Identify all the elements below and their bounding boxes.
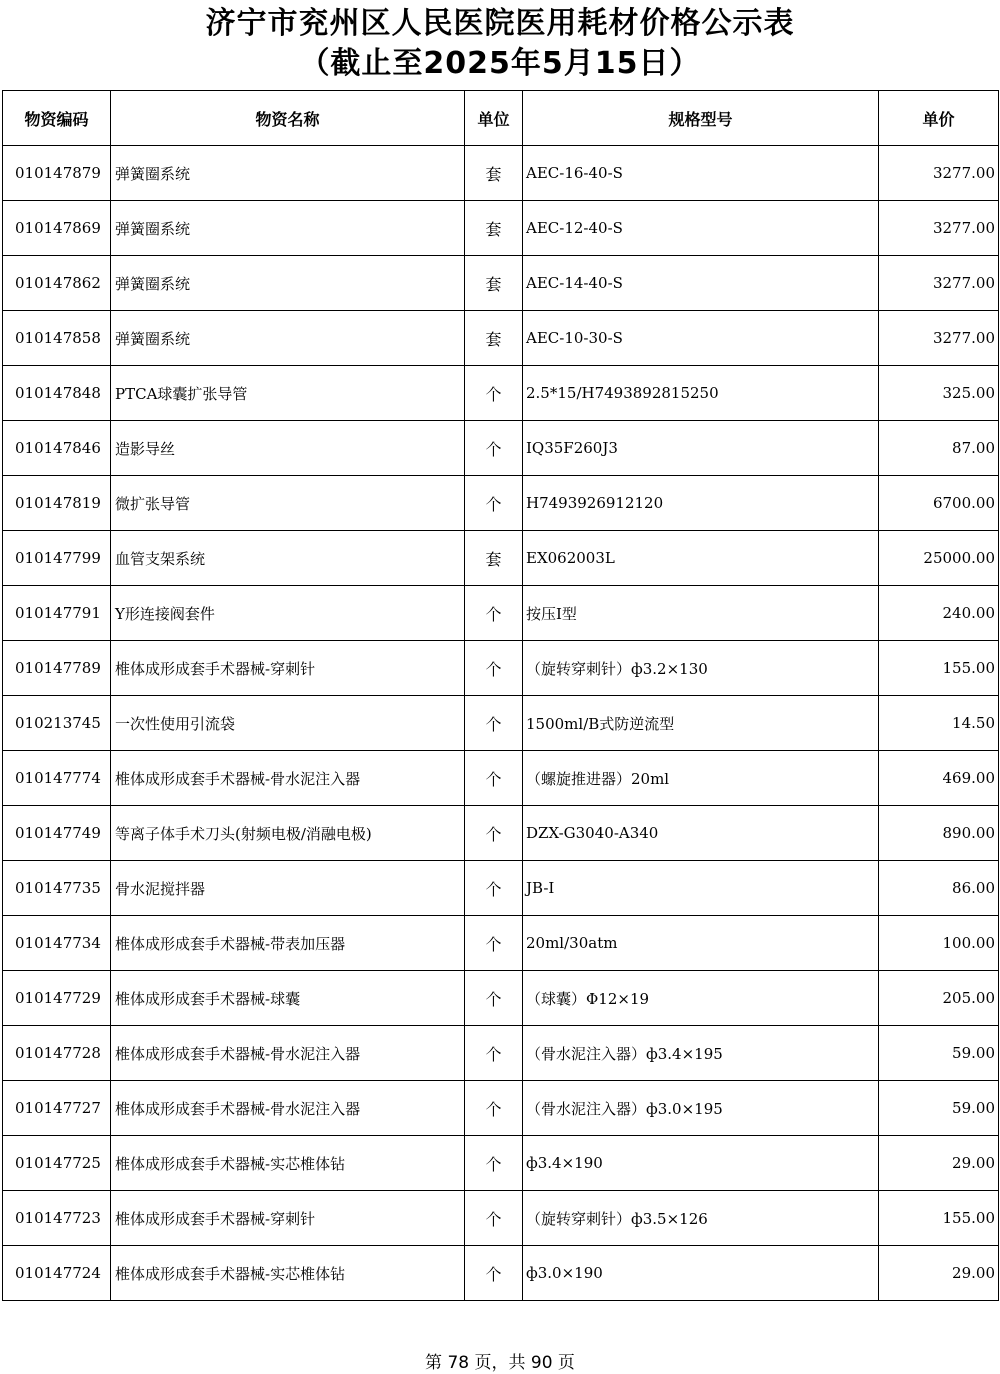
table-row [3,366,999,421]
cell-name: 椎体成形成套手术器械-实芯椎体钻 [111,1136,465,1191]
cell-name: 椎体成形成套手术器械-穿刺针 [111,641,465,696]
column-header-name: 物资名称 [111,91,465,146]
table-row [3,751,999,806]
cell-code: 010147725 [3,1136,111,1191]
table-row [3,806,999,861]
cell-code: 010147727 [3,1081,111,1136]
cell-name: 弹簧圈系统 [111,256,465,311]
cell-unit: 套 [465,256,523,311]
cell-code: 010147735 [3,861,111,916]
cell-spec: AEC-10-30-S [523,311,879,366]
table-row [3,1191,999,1246]
table-row [3,421,999,476]
table-row [3,1026,999,1081]
cell-price: 3277.00 [879,201,999,256]
cell-price: 325.00 [879,366,999,421]
cell-spec: AEC-16-40-S [523,146,879,201]
page-footer: 第 78 页，共 90 页 [425,1353,575,1373]
cell-code: 010147862 [3,256,111,311]
table-row [3,641,999,696]
cell-unit: 个 [465,366,523,421]
cell-unit: 个 [465,806,523,861]
cell-price: 25000.00 [879,531,999,586]
column-header-unit: 单位 [465,91,523,146]
cell-code: 010147858 [3,311,111,366]
cell-price: 3277.00 [879,311,999,366]
cell-name: PTCA球囊扩张导管 [111,366,465,421]
cell-spec: ф3.0×190 [523,1246,879,1301]
cell-name: 椎体成形成套手术器械-骨水泥注入器 [111,1026,465,1081]
cell-code: 010147819 [3,476,111,531]
cell-name: 弹簧圈系统 [111,311,465,366]
cell-unit: 个 [465,861,523,916]
table-row [3,146,999,201]
cell-price: 6700.00 [879,476,999,531]
table-row [3,586,999,641]
cell-spec: 1500ml/B式防逆流型 [523,696,879,751]
cell-code: 010213745 [3,696,111,751]
cell-price: 59.00 [879,1026,999,1081]
cell-spec: （球囊）Φ12×19 [523,971,879,1026]
cell-name: 椎体成形成套手术器械-实芯椎体钻 [111,1246,465,1301]
table-row [3,476,999,531]
cell-code: 010147749 [3,806,111,861]
cell-spec: （骨水泥注入器）ф3.0×195 [523,1081,879,1136]
table-header-row [3,91,999,146]
table-row [3,256,999,311]
cell-spec: H7493926912120 [523,476,879,531]
cell-spec: （螺旋推进器）20ml [523,751,879,806]
cell-price: 100.00 [879,916,999,971]
cell-price: 59.00 [879,1081,999,1136]
cell-unit: 套 [465,201,523,256]
cell-price: 155.00 [879,641,999,696]
cell-unit: 个 [465,916,523,971]
page-subtitle-date: （截止至2025年5月15日） [299,46,701,81]
cell-name: 骨水泥搅拌器 [111,861,465,916]
cell-price: 29.00 [879,1246,999,1301]
cell-unit: 个 [465,421,523,476]
cell-spec: AEC-14-40-S [523,256,879,311]
cell-price: 29.00 [879,1136,999,1191]
cell-price: 3277.00 [879,256,999,311]
page-title: 济宁市兖州区人民医院医用耗材价格公示表 [205,6,795,41]
cell-name: 椎体成形成套手术器械-骨水泥注入器 [111,1081,465,1136]
cell-unit: 个 [465,751,523,806]
cell-unit: 个 [465,1026,523,1081]
cell-code: 010147869 [3,201,111,256]
cell-unit: 套 [465,146,523,201]
table-row [3,1246,999,1301]
cell-code: 010147774 [3,751,111,806]
column-header-code: 物资编码 [3,91,111,146]
table-row [3,1081,999,1136]
table-row [3,531,999,586]
cell-name: 一次性使用引流袋 [111,696,465,751]
cell-price: 205.00 [879,971,999,1026]
cell-price: 14.50 [879,696,999,751]
cell-code: 010147791 [3,586,111,641]
cell-code: 010147724 [3,1246,111,1301]
cell-code: 010147848 [3,366,111,421]
cell-spec: AEC-12-40-S [523,201,879,256]
cell-code: 010147734 [3,916,111,971]
cell-spec: DZX-G3040-A340 [523,806,879,861]
table-row [3,916,999,971]
cell-name: 等离子体手术刀头(射频电极/消融电极) [111,806,465,861]
cell-name: 椎体成形成套手术器械-穿刺针 [111,1191,465,1246]
cell-name: 椎体成形成套手术器械-带表加压器 [111,916,465,971]
cell-code: 010147879 [3,146,111,201]
column-header-price: 单价 [879,91,999,146]
cell-code: 010147799 [3,531,111,586]
cell-unit: 个 [465,1136,523,1191]
table-row [3,861,999,916]
cell-name: 椎体成形成套手术器械-骨水泥注入器 [111,751,465,806]
column-header-spec: 规格型号 [523,91,879,146]
cell-name: 血管支架系统 [111,531,465,586]
cell-code: 010147723 [3,1191,111,1246]
table-body [3,146,999,1301]
cell-price: 240.00 [879,586,999,641]
cell-code: 010147846 [3,421,111,476]
cell-name: 造影导丝 [111,421,465,476]
cell-name: 微扩张导管 [111,476,465,531]
cell-spec: 20ml/30atm [523,916,879,971]
cell-unit: 个 [465,1081,523,1136]
price-table [2,90,999,1301]
cell-unit: 个 [465,1246,523,1301]
table-row [3,1136,999,1191]
table-row [3,971,999,1026]
cell-unit: 个 [465,586,523,641]
cell-spec: EX062003L [523,531,879,586]
cell-unit: 个 [465,476,523,531]
cell-unit: 个 [465,696,523,751]
cell-unit: 个 [465,971,523,1026]
cell-code: 010147789 [3,641,111,696]
cell-code: 010147729 [3,971,111,1026]
cell-spec: 按压I型 [523,586,879,641]
cell-price: 469.00 [879,751,999,806]
cell-unit: 个 [465,1191,523,1246]
cell-spec: ф3.4×190 [523,1136,879,1191]
cell-price: 890.00 [879,806,999,861]
cell-name: 椎体成形成套手术器械-球囊 [111,971,465,1026]
cell-unit: 个 [465,641,523,696]
cell-name: 弹簧圈系统 [111,201,465,256]
table-row [3,311,999,366]
cell-price: 155.00 [879,1191,999,1246]
cell-price: 3277.00 [879,146,999,201]
cell-unit: 套 [465,531,523,586]
cell-name: Y形连接阀套件 [111,586,465,641]
cell-price: 87.00 [879,421,999,476]
cell-spec: （骨水泥注入器）ф3.4×195 [523,1026,879,1081]
cell-price: 86.00 [879,861,999,916]
cell-name: 弹簧圈系统 [111,146,465,201]
cell-unit: 套 [465,311,523,366]
cell-spec: 2.5*15/H7493892815250 [523,366,879,421]
cell-spec: （旋转穿刺针）ф3.5×126 [523,1191,879,1246]
cell-code: 010147728 [3,1026,111,1081]
cell-spec: JB-I [523,861,879,916]
table-row [3,696,999,751]
table-row [3,201,999,256]
cell-spec: （旋转穿刺针）ф3.2×130 [523,641,879,696]
cell-spec: IQ35F260J3 [523,421,879,476]
